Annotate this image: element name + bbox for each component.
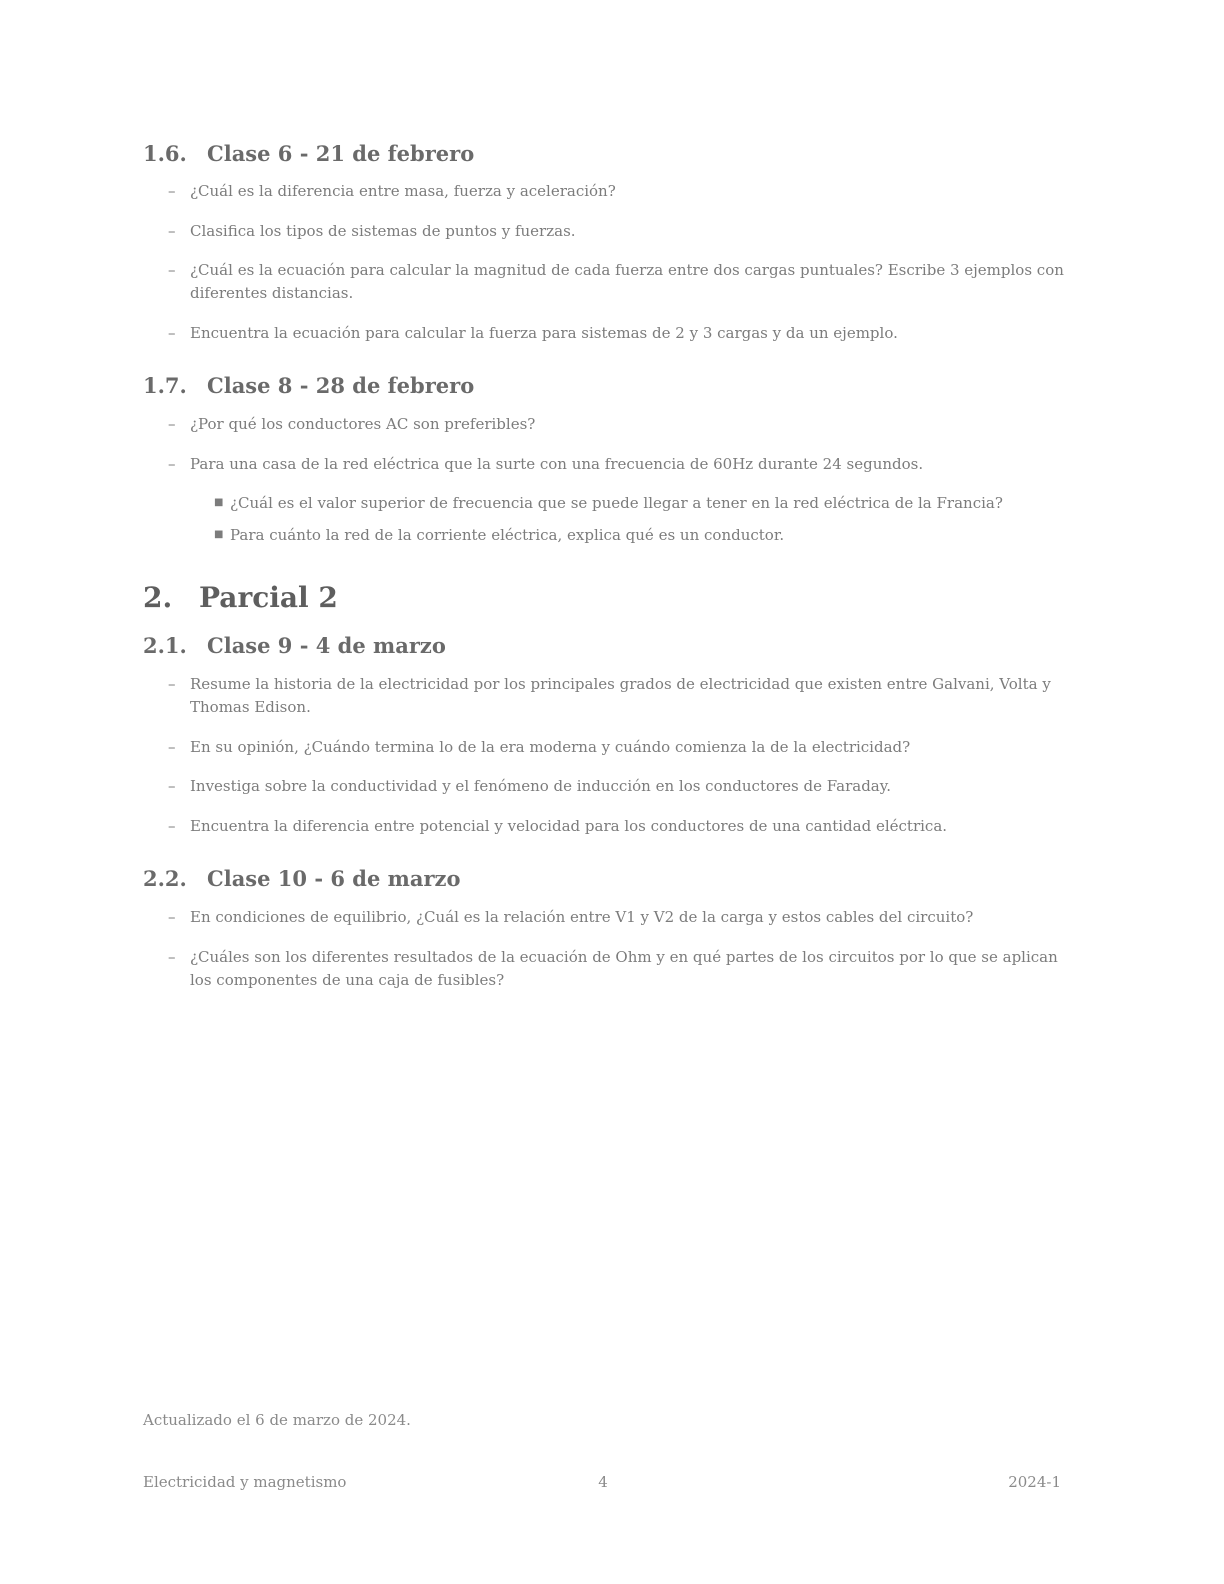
dash-bullet-icon: – <box>168 948 176 966</box>
section-title: Parcial 2 <box>199 581 338 614</box>
section-number: 2.1. <box>143 633 187 658</box>
list-item: – Encuentra la diferencia entre potencial y velocidad para los conductores de una cantidad eléctrica. <box>168 815 1074 838</box>
section-title: Clase 8 - 28 de febrero <box>207 373 475 398</box>
list-item: – ¿Por qué los conductores AC son preferibles? <box>168 413 1074 436</box>
subsection-heading-1-6 <box>143 141 474 166</box>
nested-list-item: ■ ¿Cuál es el valor superior de frecuencia que se puede llegar a tener en la red eléctrica de la Francia? <box>214 492 1074 515</box>
list-item: – ¿Cuáles son los diferentes resultados de la ecuación de Ohm y en qué partes de los circuitos por lo que se aplican los componentes de una caja de fusibles? <box>168 948 1058 989</box>
dash-bullet-icon: – <box>168 261 176 279</box>
dash-bullet-icon: – <box>168 222 176 240</box>
page-number: 4 <box>598 1473 608 1491</box>
dash-bullet-icon: – <box>168 415 176 433</box>
subsection-heading-2-2 <box>143 866 460 891</box>
update-note: Actualizado el 6 de marzo de 2024. <box>143 1411 411 1429</box>
dash-bullet-icon: – <box>168 738 176 756</box>
list-item: – Encuentra la ecuación para calcular la fuerza para sistemas de 2 y 3 cargas y da un ejemplo. <box>168 322 1074 345</box>
dash-bullet-icon: – <box>168 908 176 926</box>
footer-term: 2024-1 <box>1008 1473 1061 1491</box>
section-number: 1.6. <box>143 141 187 166</box>
section-number: 2.2. <box>143 866 187 891</box>
dash-bullet-icon: – <box>168 777 176 795</box>
square-bullet-icon: ■ <box>214 529 224 540</box>
dash-bullet-icon: – <box>168 675 176 693</box>
dash-bullet-icon: – <box>168 817 176 835</box>
list-item: – En condiciones de equilibrio, ¿Cuál es la relación entre V1 y V2 de la carga y estos cables del circuito? <box>168 906 1074 929</box>
subsection-heading-1-7 <box>143 373 474 398</box>
section-title: Clase 6 - 21 de febrero <box>207 141 475 166</box>
section-title: Clase 9 - 4 de marzo <box>207 633 446 658</box>
section-number: 1.7. <box>143 373 187 398</box>
list-item: – En su opinión, ¿Cuándo termina lo de la era moderna y cuándo comienza la de la electricidad? <box>168 736 1074 759</box>
list-item: – ¿Cuál es la diferencia entre masa, fuerza y aceleración? <box>168 180 1074 203</box>
list-item: – Resume la historia de la electricidad por los principales grados de electricidad que existen entre Galvani, Volta y Thomas Edison. <box>168 675 1051 716</box>
section-title: Clase 10 - 6 de marzo <box>207 866 461 891</box>
list-item: – Investiga sobre la conductividad y el fenómeno de inducción en los conductores de Faraday. <box>168 775 1074 798</box>
nested-list-item: ■ Para cuánto la red de la corriente eléctrica, explica qué es un conductor. <box>214 524 1074 547</box>
section-number: 2. <box>143 581 173 614</box>
dash-bullet-icon: – <box>168 324 176 342</box>
dash-bullet-icon: – <box>168 182 176 200</box>
section-heading-2 <box>143 581 338 614</box>
list-item: – Para una casa de la red eléctrica que la surte con una frecuencia de 60Hz durante 24 segundos. <box>168 453 1074 476</box>
dash-bullet-icon: – <box>168 455 176 473</box>
footer-course-title: Electricidad y magnetismo <box>143 1473 347 1491</box>
square-bullet-icon: ■ <box>214 497 224 508</box>
list-item: – Clasifica los tipos de sistemas de puntos y fuerzas. <box>168 220 1074 243</box>
list-item: – ¿Cuál es la ecuación para calcular la magnitud de cada fuerza entre dos cargas puntuales? Escribe 3 ejemplos con diferentes distancias. <box>168 261 1064 302</box>
subsection-heading-2-1 <box>143 633 446 658</box>
